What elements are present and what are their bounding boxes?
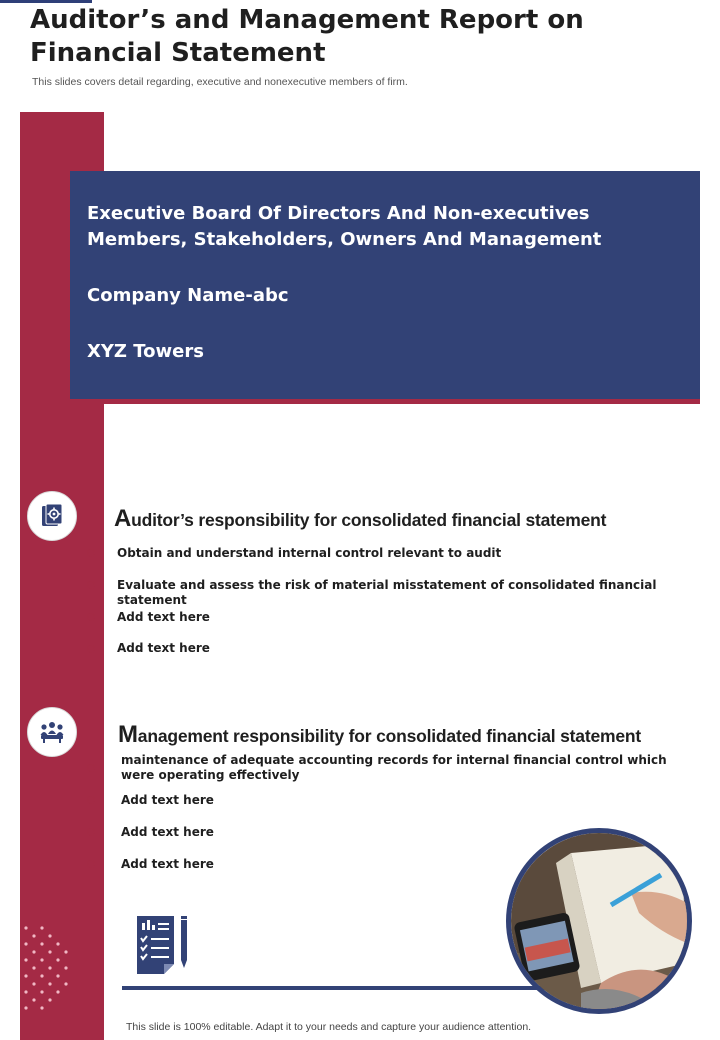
bullet-ring	[87, 860, 95, 868]
divider-line	[122, 986, 562, 990]
bullet-ring	[87, 613, 95, 621]
auditor-heading-initial: A	[114, 505, 132, 532]
info-box	[70, 171, 700, 399]
writing-photo-image	[511, 833, 687, 1009]
meeting-icon	[38, 720, 66, 744]
info-box-company: Company Name-abc	[87, 285, 289, 306]
footer-note: This slide is 100% editable. Adapt it to your needs and capture your audience attention.	[126, 1021, 532, 1033]
auditor-heading-rest: uditor’s responsibility for consolidated financial statement	[131, 510, 607, 530]
dot-pattern-decoration	[22, 922, 72, 1022]
bullet-ring	[87, 549, 95, 557]
bullet-ring	[87, 796, 95, 804]
bullet-ring	[87, 828, 95, 836]
list-item: maintenance of adequate accounting records for internal financial control which were operating effectively	[121, 753, 667, 782]
top-accent-line	[0, 0, 92, 3]
info-box-members: Executive Board Of Directors And Non-executives Members, Stakeholders, Owners And Management	[87, 203, 602, 250]
report-document-icon	[134, 914, 192, 978]
auditor-section-heading	[114, 505, 606, 533]
list-item: Add text here	[121, 793, 214, 807]
list-item: Evaluate and assess the risk of material misstatement of consolidated financial statement	[117, 578, 657, 607]
page-subtitle: This slides covers detail regarding, executive and nonexecutive members of firm.	[32, 76, 408, 88]
info-box-address: XYZ Towers	[87, 341, 204, 362]
list-item: Add text here	[117, 610, 210, 624]
bullet-ring	[87, 645, 95, 653]
management-section-icon-circle	[27, 707, 77, 757]
management-heading-rest: anagement responsibility for consolidated financial statement	[137, 726, 641, 746]
settings-document-icon	[39, 503, 65, 529]
management-heading-initial: M	[118, 721, 138, 748]
list-item: Add text here	[121, 857, 214, 871]
list-item: Add text here	[117, 641, 210, 655]
auditor-section-icon-circle	[27, 491, 77, 541]
bullet-ring	[87, 581, 95, 589]
writing-photo	[506, 828, 692, 1014]
management-section-heading	[118, 721, 641, 749]
list-item: Add text here	[121, 825, 214, 839]
page-title: Auditor’s and Management Report on Financial Statement	[30, 5, 584, 68]
bullet-ring	[87, 764, 95, 772]
list-item: Obtain and understand internal control relevant to audit	[117, 546, 502, 560]
